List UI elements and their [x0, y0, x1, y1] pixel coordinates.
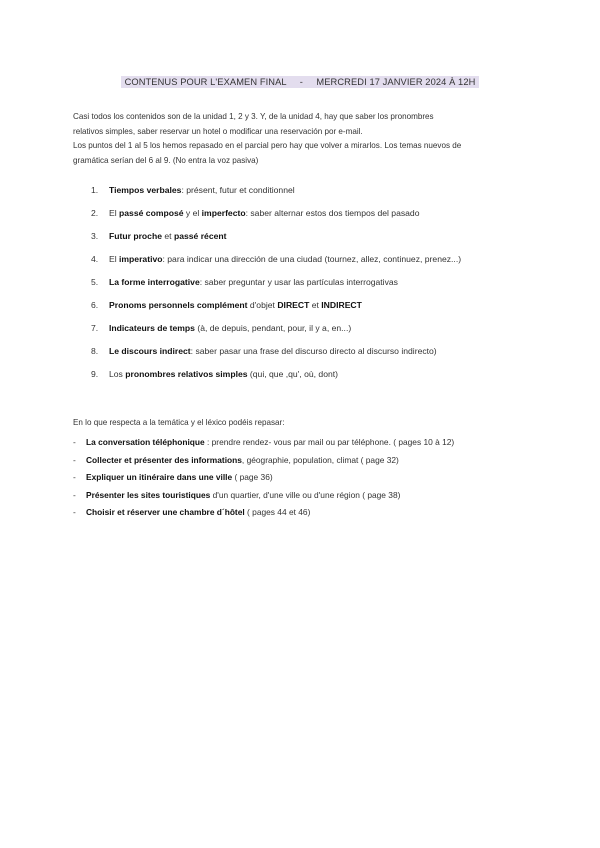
item-text — [86, 455, 399, 465]
item-text — [109, 231, 227, 241]
vocabulary-intro: En lo que respecta a la temática y el léxico podéis repasar: — [73, 418, 285, 427]
item-bold-term: passé récent — [173, 231, 227, 241]
document-title: CONTENUS POUR L'EXAMEN FINAL - MERCREDI 17 JANVIER 2024 À 12H — [121, 76, 480, 88]
item-text-part: d'un quartier, d'une ville ou d'une région ( page 38) — [210, 489, 401, 500]
item-text — [109, 277, 398, 287]
item-text-part: : para indicar una dirección de una ciudad (tournez, allez, continuez, prenez...) — [162, 254, 462, 264]
intro-line: Los puntos del 1 al 5 los hemos repasado en el parcial pero hay que volver a mirarlos. Los temas nuevos de — [73, 141, 462, 150]
item-text-part: : prendre rendez- vous par mail ou par téléphone. ( pages 10 à 12) — [204, 437, 455, 447]
item-bold-term: La conversation téléphonique — [86, 437, 205, 447]
item-bold-term: Le discours indirect — [109, 346, 191, 356]
item-number: 6. — [91, 300, 99, 310]
item-text-part: El — [109, 208, 120, 218]
item-text-part: : présent, futur et conditionnel — [181, 185, 295, 195]
item-text — [109, 254, 461, 264]
list-dash: - — [73, 454, 76, 465]
item-text-part: ( page 36) — [232, 472, 273, 482]
item-text — [109, 323, 351, 333]
item-bold-term: passé composé — [119, 208, 184, 218]
item-text-part: El — [109, 254, 120, 264]
list-dash: - — [73, 472, 76, 482]
item-text — [109, 185, 295, 195]
item-text-part: ( pages 44 et 46) — [244, 507, 311, 517]
item-bold-term: INDIRECT — [321, 300, 362, 310]
item-number: 4. — [91, 254, 99, 264]
item-text-part: : saber pasar una frase del discurso directo al discurso indirecto) — [190, 346, 437, 356]
item-number: 8. — [91, 346, 99, 356]
item-number: 2. — [91, 208, 99, 218]
item-number: 7. — [91, 323, 99, 333]
item-bold-term: La forme interrogative — [109, 277, 200, 287]
item-bold-term: Collecter et présenter des informations — [86, 454, 242, 465]
item-text-part: , géographie, population, climat ( page 32) — [241, 454, 399, 465]
item-text — [109, 369, 338, 379]
item-bold-term: pronombres relativos simples — [125, 369, 248, 379]
item-number: 1. — [91, 185, 99, 195]
item-text — [86, 437, 454, 447]
title-container — [0, 72, 600, 90]
intro-paragraph — [73, 110, 543, 168]
item-bold-term: Choisir et réserver une chambre d´hôtel — [86, 507, 245, 517]
item-text-part: et — [162, 231, 174, 241]
item-text-part: d'objet — [247, 300, 278, 310]
item-text — [109, 300, 362, 310]
item-text-part: : saber preguntar y usar las partículas interrogativas — [199, 277, 398, 287]
intro-line: gramática serían del 6 al 9. (No entra la voz pasiva) — [73, 155, 259, 165]
item-bold-term: Indicateurs de temps — [109, 323, 195, 333]
item-bold-term: imperativo — [119, 254, 163, 264]
item-text — [109, 208, 420, 218]
item-bold-term: Expliquer un itinéraire dans une ville — [86, 472, 233, 482]
item-text — [86, 472, 273, 482]
intro-line: relativos simples, saber reservar un hotel o modificar una reservación por e-mail. — [73, 126, 363, 136]
item-bold-term: imperfecto — [201, 208, 246, 218]
item-text-part: : saber alternar estos dos tiempos del pasado — [245, 208, 420, 218]
item-bold-term: Futur proche — [109, 231, 162, 241]
item-text — [86, 490, 400, 500]
item-text — [86, 507, 310, 517]
item-text-part: (qui, que ,qu', où, dont) — [247, 369, 339, 379]
item-text-part: et — [309, 300, 322, 310]
item-bold-term: Tiempos verbales — [109, 185, 182, 195]
item-text-part: Los — [109, 369, 126, 379]
item-number: 3. — [91, 231, 99, 241]
item-text — [109, 346, 437, 356]
list-dash: - — [73, 489, 76, 500]
list-dash: - — [73, 437, 76, 447]
list-dash: - — [73, 507, 76, 517]
item-text-part: (à, de depuis, pendant, pour, il y a, en...) — [194, 323, 352, 333]
item-number: 5. — [91, 277, 99, 287]
item-bold-term: Présenter les sites touristiques — [86, 489, 211, 500]
item-number: 9. — [91, 369, 99, 379]
item-bold-term: Pronoms personnels complément — [109, 300, 248, 310]
item-text-part: y el — [183, 208, 202, 218]
item-bold-term: DIRECT — [277, 300, 310, 310]
intro-line: Casi todos los contenidos son de la unidad 1, 2 y 3. Y, de la unidad 4, hay que saber los pronombres — [73, 112, 434, 121]
